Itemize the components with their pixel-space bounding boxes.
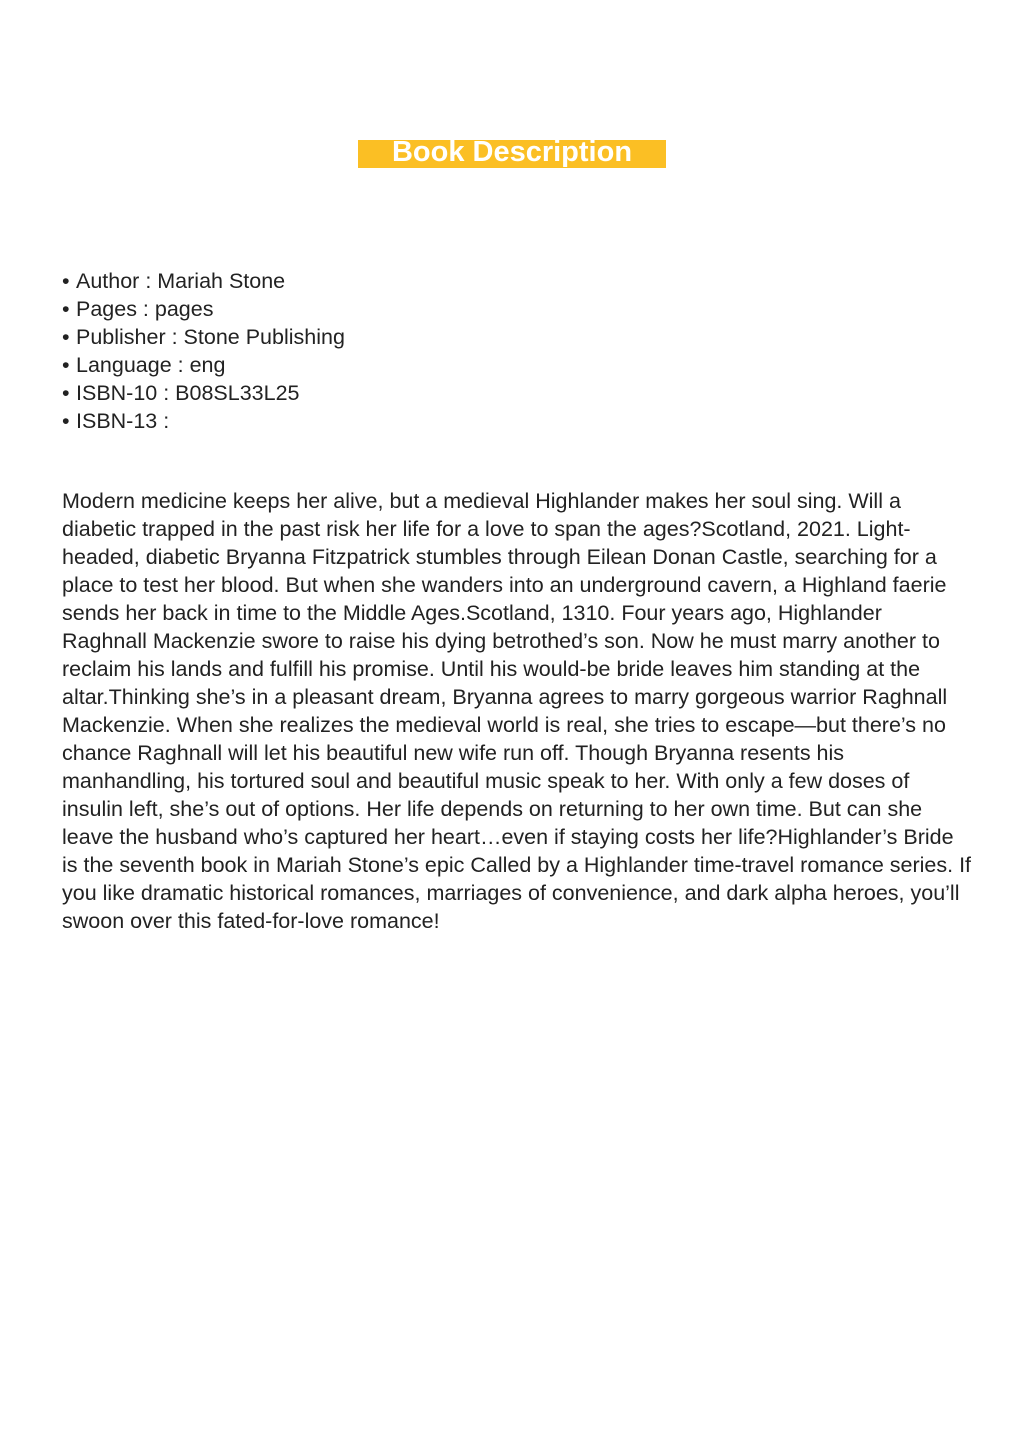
bullet-icon: • xyxy=(62,325,70,349)
book-detail-pages xyxy=(62,295,345,323)
book-detail-isbn13 xyxy=(62,407,345,435)
book-detail-text: ISBN-13 : xyxy=(76,409,170,433)
book-detail-text: Pages : pages xyxy=(76,297,214,321)
heading-banner xyxy=(358,136,666,168)
bullet-icon: • xyxy=(62,353,70,377)
book-detail-language xyxy=(62,351,345,379)
bullet-icon: • xyxy=(62,269,70,293)
book-details-list xyxy=(62,267,345,435)
book-detail-text: Author : Mariah Stone xyxy=(76,269,286,293)
book-detail-publisher xyxy=(62,323,345,351)
book-detail-text: Publisher : Stone Publishing xyxy=(76,325,345,349)
bullet-icon: • xyxy=(62,409,70,433)
book-detail-author xyxy=(62,267,345,295)
book-detail-isbn10 xyxy=(62,379,345,407)
book-detail-text: ISBN-10 : B08SL33L25 xyxy=(76,381,300,405)
bullet-icon: • xyxy=(62,381,70,405)
book-description-text: Modern medicine keeps her alive, but a medieval Highlander makes her soul sing. Will a diabetic trapped in the past risk her life for a love to span the ages?Scotland, 2021. Light-headed, diabetic Bryanna Fitzpatrick stumbles through Eilean Donan Castle, searching for a place to test her blood. But when she wanders into an underground cavern, a Highland faerie sends her back in time to the Middle Ages.Scotland, 1310. Four years ago, Highlander Raghnall Mackenzie swore to raise his dying betrothed’s son. Now he must marry another to reclaim his lands and fulfill his promise. Until his would-be bride leaves him standing at the altar.Thinking she’s in a pleasant dream, Bryanna agrees to marry gorgeous warrior Raghnall Mackenzie. When she realizes the medieval world is real, she tries to escape—but there’s no chance Raghnall will let his beautiful new wife run off. Though Bryanna resents his manhandling, his tortured soul and beautiful music speak to her. With only a few doses of insulin left, she’s out of options. Her life depends on returning to her own time. But can she leave the husband who’s captured her heart…even if staying costs her life?Highlander’s Bride is the seventh book in Mariah Stone’s epic Called by a Highlander time-travel romance series. If you like dramatic historical romances, marriages of convenience, and dark alpha heroes, you’ll swoon over this fated-for-love romance! xyxy=(62,489,972,933)
book-detail-text: Language : eng xyxy=(76,353,226,377)
bullet-icon: • xyxy=(62,297,70,321)
page-title: Book Description xyxy=(391,136,633,168)
